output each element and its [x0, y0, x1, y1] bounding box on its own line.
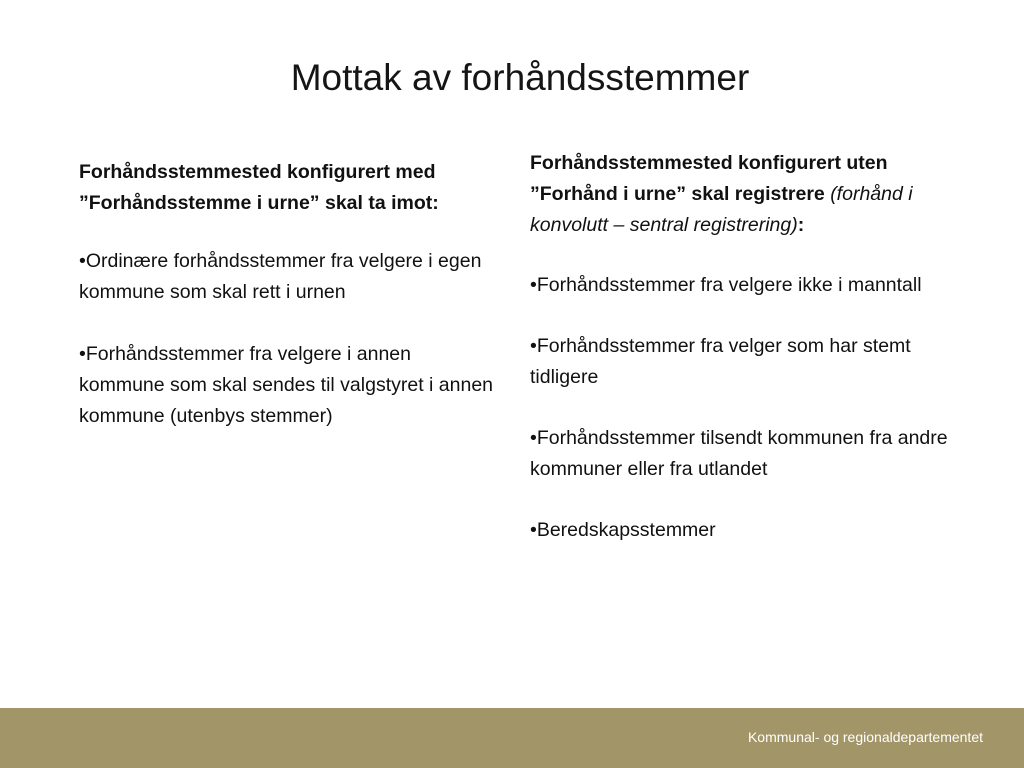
right-column-heading-italic: (forhånd i konvolutt – sentral registrering): [530, 183, 913, 236]
left-column-list: [79, 246, 494, 432]
left-column-heading: Forhåndsstemmested konfigurert med ”Forhåndsstemme i urne” skal ta imot:: [79, 161, 439, 214]
right-column-list: [530, 270, 970, 546]
right-column: [530, 148, 970, 546]
list-item: •Forhåndsstemmer tilsendt kommunen fra andre kommuner eller fra utlandet: [530, 427, 948, 480]
slide-title: Mottak av forhåndsstemmer: [290, 57, 750, 98]
footer-bar: [0, 708, 1024, 768]
list-item: •Forhåndsstemmer fra velgere ikke i manntall: [530, 274, 922, 296]
right-column-heading: [530, 148, 970, 241]
list-item: •Ordinære forhåndsstemmer fra velgere i egen kommune som skal rett i urnen: [79, 250, 482, 303]
list-item: •Forhåndsstemmer fra velger som har stemt tidligere: [530, 335, 911, 388]
left-column: [79, 157, 494, 432]
list-item: •Beredskapsstemmer: [530, 519, 716, 541]
footer-text: Kommunal- og regionaldepartementet: [747, 729, 983, 745]
list-item: •Forhåndsstemmer fra velgere i annen kommune som skal sendes til valgstyret i annen kommune (utenbys stemmer): [79, 343, 494, 427]
right-column-heading-colon: :: [797, 214, 805, 236]
right-column-heading-bold: Forhåndsstemmested konfigurert uten ”Forhånd i urne” skal registrere: [530, 152, 888, 205]
